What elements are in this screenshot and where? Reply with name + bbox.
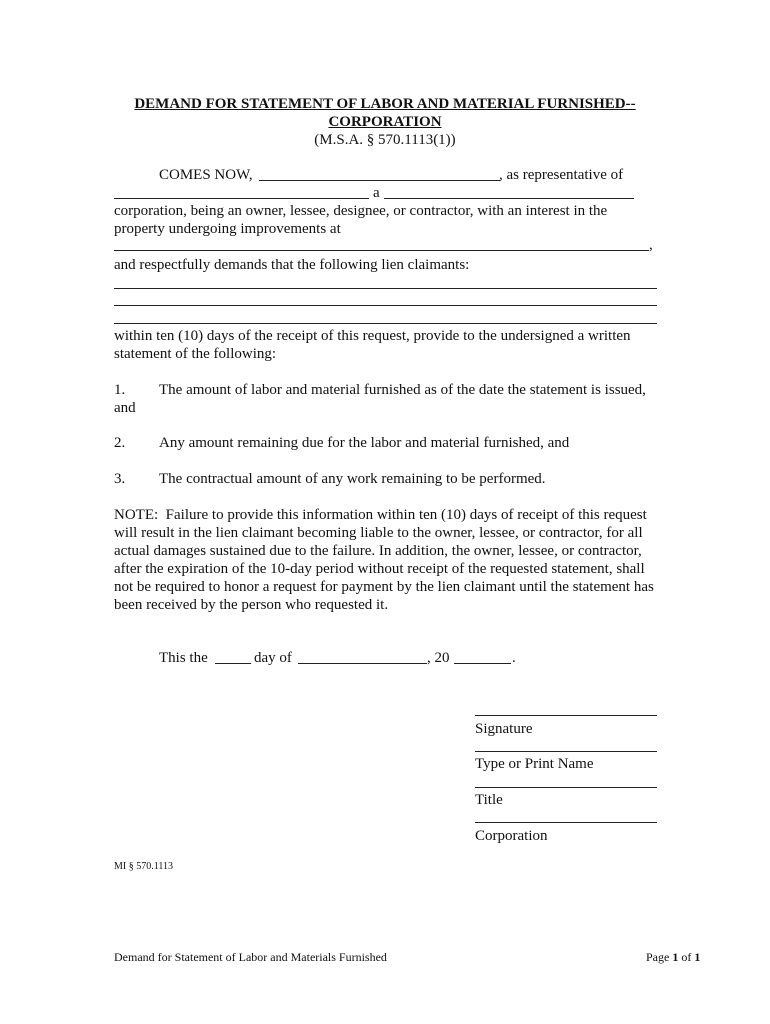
corporation-field[interactable] [475, 822, 657, 823]
comma-20-text: , 20 [427, 650, 450, 666]
representative-name-field[interactable] [259, 180, 500, 181]
statute-citation: (M.S.A. § 570.1113(1)) [314, 132, 456, 148]
corporation-label: Corporation [475, 828, 548, 844]
a-word: a [373, 185, 380, 201]
page-total: 1 [694, 950, 701, 964]
note-line-2: will result in the lien claimant becoming liable to the owner, lessee, or contractor, for all [114, 525, 643, 541]
page-word: Page [646, 950, 670, 964]
item-3-number: 3. [114, 471, 126, 487]
item-1-number: 1. [114, 382, 126, 398]
day-field[interactable] [215, 663, 251, 664]
of-word: of [681, 950, 692, 964]
year-field[interactable] [454, 663, 511, 664]
item-2-number: 2. [114, 435, 126, 451]
lien-claimant-field-3[interactable] [114, 323, 657, 324]
note-line-5: not be required to honor a request for payment by the lien claimant until the statement has [114, 579, 654, 595]
item-1-continuation: and [114, 400, 136, 416]
note-line-6: been received by the person who requested it. [114, 597, 389, 613]
lien-claimant-field-2[interactable] [114, 305, 657, 306]
signature-field[interactable] [475, 715, 657, 716]
corporation-text: corporation, being an owner, lessee, designee, or contractor, with an interest in the [114, 203, 608, 219]
property-text: property undergoing improvements at [114, 221, 341, 237]
document-title-line2: CORPORATION [328, 114, 442, 130]
title-label: Title [475, 792, 503, 808]
month-field[interactable] [298, 663, 427, 664]
statute-reference: MI § 570.1113 [114, 861, 173, 872]
statement-text: statement of the following: [114, 346, 277, 362]
address-comma: , [649, 237, 653, 253]
corporation-state-field[interactable] [384, 198, 634, 199]
print-name-field[interactable] [475, 751, 657, 752]
document-title-line1: DEMAND FOR STATEMENT OF LABOR AND MATERIAL FURNISHED-- [134, 96, 636, 112]
property-address-field[interactable] [114, 250, 649, 251]
as-representative-text: , as representative of [499, 167, 624, 183]
within-text: within ten (10) days of the receipt of this request, provide to the undersigned a written [114, 328, 631, 344]
day-of-text: day of [254, 650, 292, 666]
this-the-text: This the [159, 650, 208, 666]
lien-claimant-field-1[interactable] [114, 288, 657, 289]
footer-title: Demand for Statement of Labor and Materials Furnished [114, 950, 387, 964]
demands-text: and respectfully demands that the following lien claimants: [114, 257, 470, 273]
comes-now-text: COMES NOW, [159, 167, 253, 183]
note-line-4: after the expiration of the 10-day period without receipt of the requested statement, shall [114, 561, 645, 577]
corporation-name-field[interactable] [114, 198, 369, 199]
page-indicator [646, 950, 700, 964]
signature-label: Signature [475, 721, 533, 737]
note-line-1: NOTE: Failure to provide this information within ten (10) days of receipt of this request [114, 507, 647, 523]
title-field[interactable] [475, 787, 657, 788]
item-1-text: The amount of labor and material furnished as of the date the statement is issued, [159, 382, 646, 398]
page-number: 1 [672, 950, 679, 964]
date-period: . [512, 650, 516, 666]
note-line-3: actual damages sustained due to the failure. In addition, the owner, lessee, or contractor, [114, 543, 642, 559]
print-name-label: Type or Print Name [475, 756, 594, 772]
item-2-text: Any amount remaining due for the labor and material furnished, and [159, 435, 570, 451]
item-3-text: The contractual amount of any work remaining to be performed. [159, 471, 546, 487]
